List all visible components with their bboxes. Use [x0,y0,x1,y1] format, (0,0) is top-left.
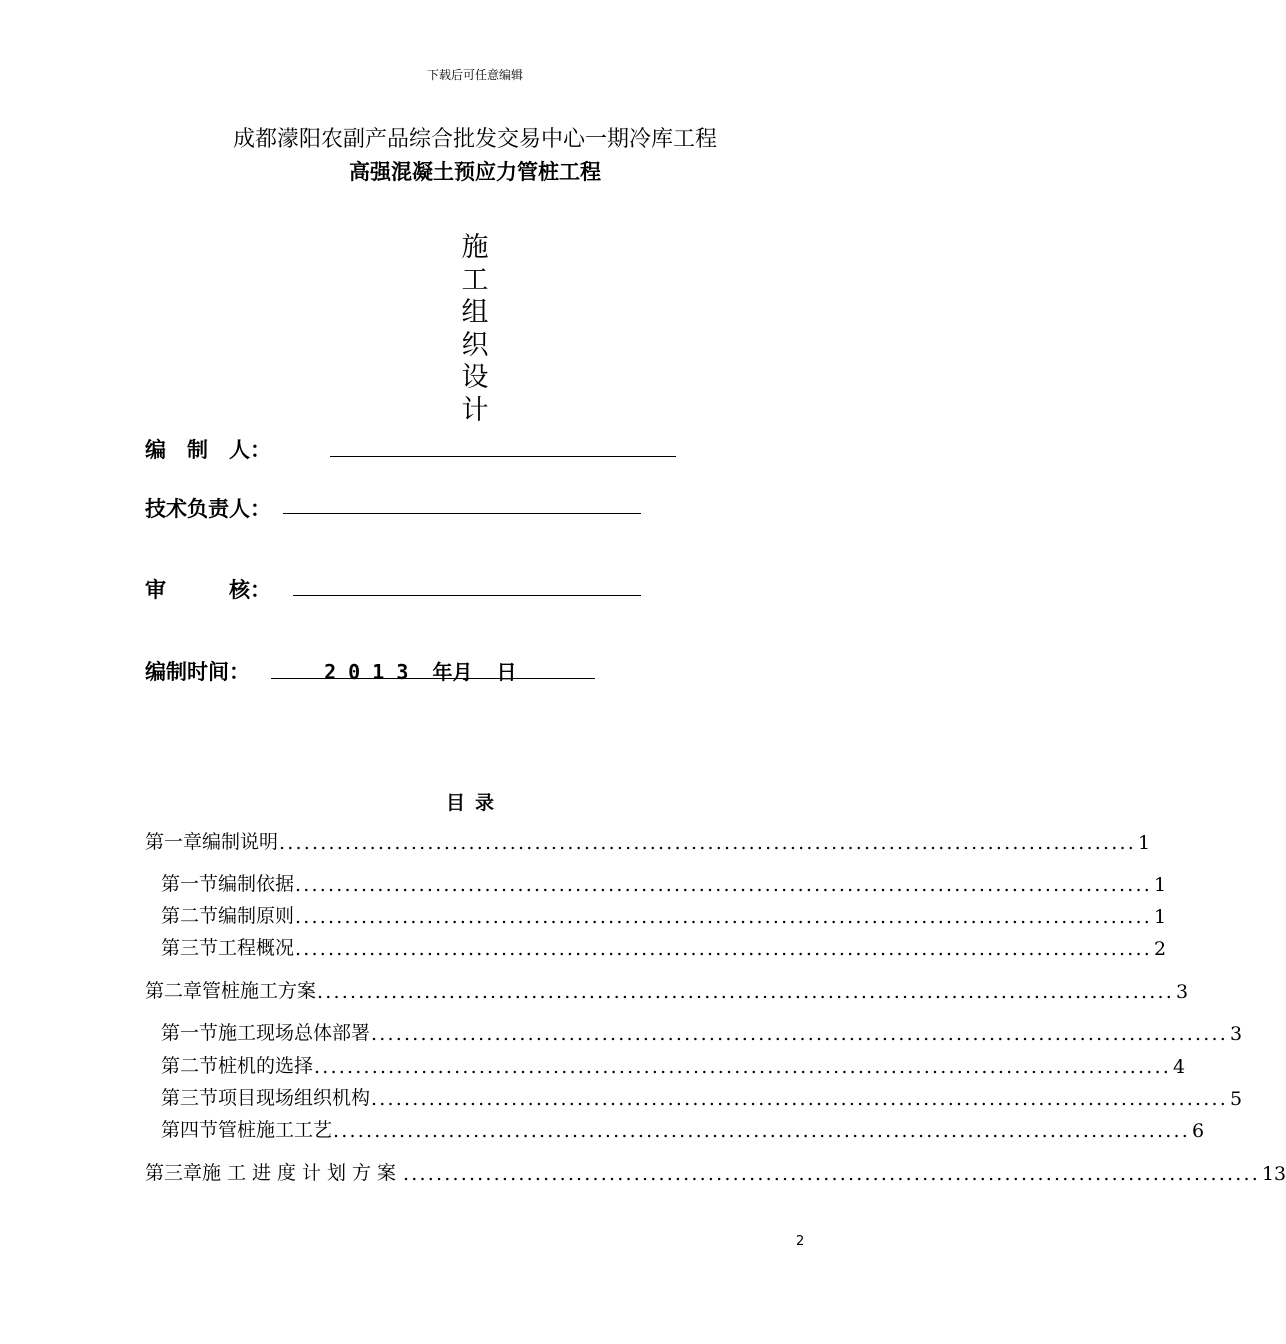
toc-entry-title: 项目现场组织机构 [218,1087,371,1109]
toc-entry[interactable] [161,1017,1243,1045]
toc-entry-number: 第一节 [161,873,219,895]
toc-entry-title: 施工进度计划方案 [202,1162,403,1184]
toc-entry-number: 第一章 [145,831,203,853]
project-title: 成都濛阳农副产品综合批发交易中心一期冷库工程 [232,127,717,152]
compiler-label: 编 制 人： [145,438,271,462]
toc-leader: ........................................................................................................ [317,981,1174,1003]
toc-entry-number: 第二章 [145,980,203,1002]
vertical-title-char: 计 [461,394,489,426]
toc-leader: ........................................................................................................ [371,1088,1228,1110]
toc-entry-page: 5 [1229,1088,1243,1110]
project-subtitle: 高强混凝土预应力管桩工程 [349,160,601,184]
toc-entry[interactable] [145,975,1189,1003]
toc-entry-page: 1 [1137,832,1151,854]
toc-entry-number: 第三节 [161,937,219,959]
toc-entry-number: 第一节 [161,1022,219,1044]
toc-entry-page: 2 [1153,938,1167,960]
toc-entry[interactable] [145,826,1151,854]
document-type-title [449,232,501,427]
toc-entry-page: 3 [1175,981,1189,1003]
toc-entry-page: 1 [1153,906,1167,928]
toc-entry-title: 编制依据 [218,873,295,895]
toc-entry-title: 管桩施工工艺 [218,1119,333,1141]
toc-entry-page: 1 [1153,874,1167,896]
toc-leader: ........................................................................................................ [295,874,1152,896]
vertical-title-char: 工 [461,264,489,296]
toc-entry[interactable] [161,1050,1186,1078]
toc-entry[interactable] [161,1082,1243,1110]
toc-leader: ........................................................................................................ [333,1120,1190,1142]
toc-entry-number: 第二节 [161,1055,219,1077]
vertical-title-char: 组 [461,297,489,328]
toc-entry-title: 桩机的选择 [218,1055,314,1077]
toc-leader: ........................................................................................................ [279,832,1136,854]
toc-entry-title: 管桩施工方案 [202,980,317,1002]
compiler-signature-line [330,456,676,457]
date-label: 编制时间： [145,660,250,684]
toc-leader: ........................................................................................................ [371,1023,1228,1045]
date-value: 2 0 1 3 年月 日 [300,660,517,684]
toc-leader: ........................................................................................................ [314,1056,1171,1078]
toc-entry-page: 4 [1172,1056,1186,1078]
page-number: 2 [796,1234,805,1249]
toc-entry-title: 编制原则 [218,905,295,927]
toc-entry-number: 第三章 [145,1162,203,1184]
toc-leader: ........................................................................................................ [295,906,1152,928]
toc-entry-number: 第四节 [161,1119,219,1141]
toc-entry-title: 工程概况 [218,937,295,959]
toc-entry[interactable] [145,1157,1286,1185]
toc-entry[interactable] [161,900,1167,928]
toc-entry-number: 第二节 [161,905,219,927]
toc-entry-title: 编制说明 [202,831,279,853]
toc-entry-page: 6 [1191,1120,1205,1142]
review-signature-line [293,595,641,596]
review-label: 审 核： [145,578,271,602]
toc-entry-page: 13 [1261,1163,1286,1185]
toc-entry-number: 第三节 [161,1087,219,1109]
toc-entry[interactable] [161,868,1167,896]
toc-entry[interactable] [161,1114,1205,1142]
vertical-title-char: 施 [461,232,489,263]
toc-entry[interactable] [161,932,1167,960]
tech-lead-signature-line [283,513,641,514]
toc-leader: ........................................................................................................ [403,1163,1260,1185]
toc-leader: ........................................................................................................ [295,938,1152,960]
toc-entry-title: 施工现场总体部署 [218,1022,371,1044]
vertical-title-char: 织 [461,329,489,361]
tech-lead-label: 技术负责人： [145,497,271,521]
toc-entry-page: 3 [1229,1023,1243,1045]
header-note: 下载后可任意编辑 [426,68,523,82]
toc-heading: 目录 [445,792,504,814]
vertical-title-char: 设 [461,362,489,393]
